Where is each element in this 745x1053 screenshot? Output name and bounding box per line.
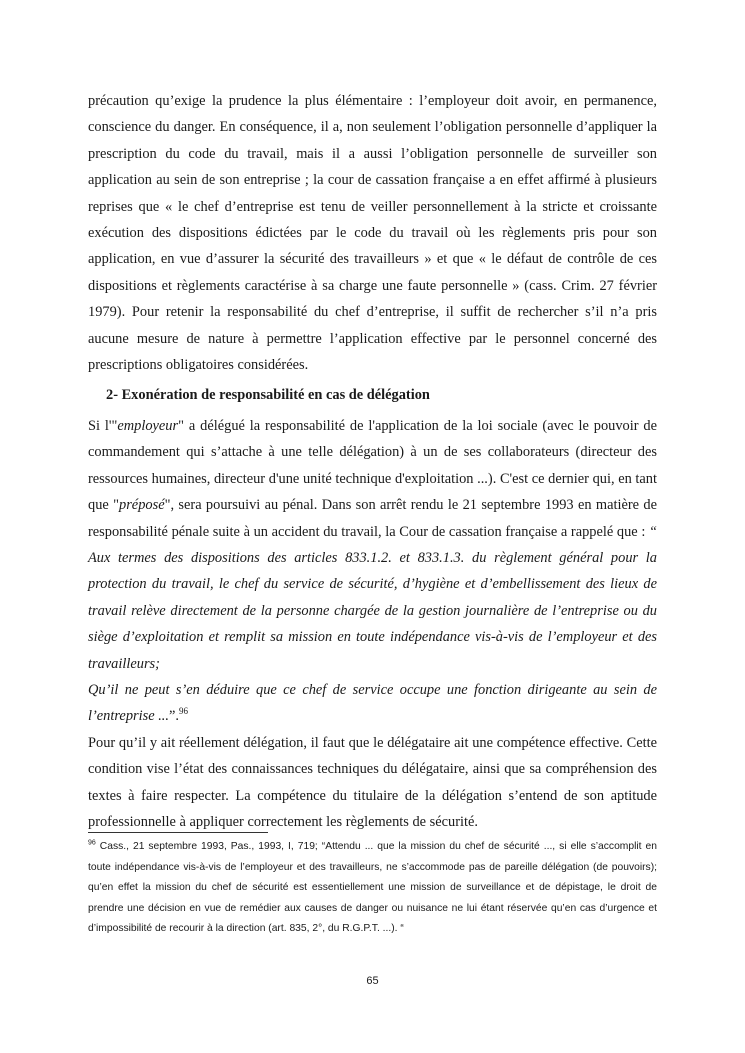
italic-employeur: employeur — [117, 417, 179, 434]
text-run: Si l'" — [88, 417, 118, 434]
text-run: " a délégué la responsabilité de l'application de la loi sociale (avec le pouvoir de commandement qui s’attache à une telle délégation) à un de ses collaborateurs (directeur des ressources humaines, directeur d'une unité technique d'exploitation ...). C'est ce dernier qui, en tant que " — [88, 417, 657, 514]
body-text — [88, 88, 657, 835]
footnote-text: Cass., 21 septembre 1993, Pas., 1993, I, 719; “Attendu ... que la mission du chef de sécurité ..., si elle s’accomplit en toute indépendance vis-à-vis de l’employeur et des travailleurs, ne s’accommode pas de pareille délégation (de pouvoirs); qu’en effet la mission du chef de sécurité est essentiellement une mission de surveillance et de dépistage, le droit de prendre une décision en vue de remédier aux causes de danger ou nuisance ne lui étant réservée qu’en cas d’urgence et d’impossibilité de recourir à la direction (art. 835, 2°, du R.G.P.T. ...). “ — [88, 841, 657, 934]
court-quote-part2: Qu’il ne peut s’en déduire que ce chef de service occupe une fonction dirigeante au sein de l’entreprise ... — [88, 681, 657, 725]
page-number: 65 — [366, 975, 379, 987]
paragraph-delegation — [88, 413, 657, 730]
paragraph-liability-chef: précaution qu’exige la prudence la plus élémentaire : l’employeur doit avoir, en permanence, conscience du danger. En conséquence, il a, non seulement l’obligation personnelle d’appliquer la prescription du code du travail, mais il a aussi l’obligation personnelle de surveiller son application au sein de son entreprise ; la cour de cassation française a en effet affirmé à plusieurs reprises que « le chef d’entreprise est tenu de veiller personnellement à la stricte et croissante exécution des dispositions édictées par le code du travail où les règlements pris pour son application, en vue d’assurer la sécurité des travailleurs » et que « le défaut de contrôle de ces dispositions et règlements caractérise à sa charge une faute personnelle » (cass. Crim. 27 février 1979). Pour retenir la responsabilité du chef d’entreprise, il suffit de rechercher s’il n’a pris aucune mesure de nature à permettre l’application effective par le personnel concerné des prescriptions obligatoires considérées. — [88, 93, 657, 374]
section-heading-delegation: 2- Exonération de responsabilité en cas de délégation — [106, 387, 430, 404]
footnote-separator — [88, 832, 268, 833]
paragraph-competence: Pour qu’il y ait réellement délégation, il faut que le délégataire ait une compétence effective. Cette condition vise l’état des connaissances techniques du délégataire, ainsi que sa compréhension des textes à faire respecter. La compétence du titulaire de la délégation s’entend de son aptitude professionnelle à appliquer correctement les règlements de sécurité. — [88, 734, 657, 830]
footnote-number: 96 — [88, 839, 96, 847]
footnote-96 — [88, 837, 657, 940]
text-run: ", sera poursuivi au pénal. Dans son arrêt rendu le 21 septembre 1993 en matière de responsabilité pénale suite à un accident du travail, la Cour de cassation française a rappelé que : — [88, 497, 657, 540]
footnote-reference[interactable]: 96 — [179, 706, 188, 717]
court-quote-part1: “ Aux termes des dispositions des articles 833.1.2. et 833.1.3. du règlement général pour la protection du travail, le chef du service de sécurité, d’hygiène et d’embellissement des lieux de travail relève directement de la personne chargée de la gestion journalière de l’entreprise ou du siège d’exploitation et remplit sa mission en toute indépendance vis-à-vis de l’employeur et des travailleurs; — [88, 523, 657, 672]
italic-prepose: préposé — [119, 497, 165, 514]
quote-close: ”. — [169, 708, 179, 725]
